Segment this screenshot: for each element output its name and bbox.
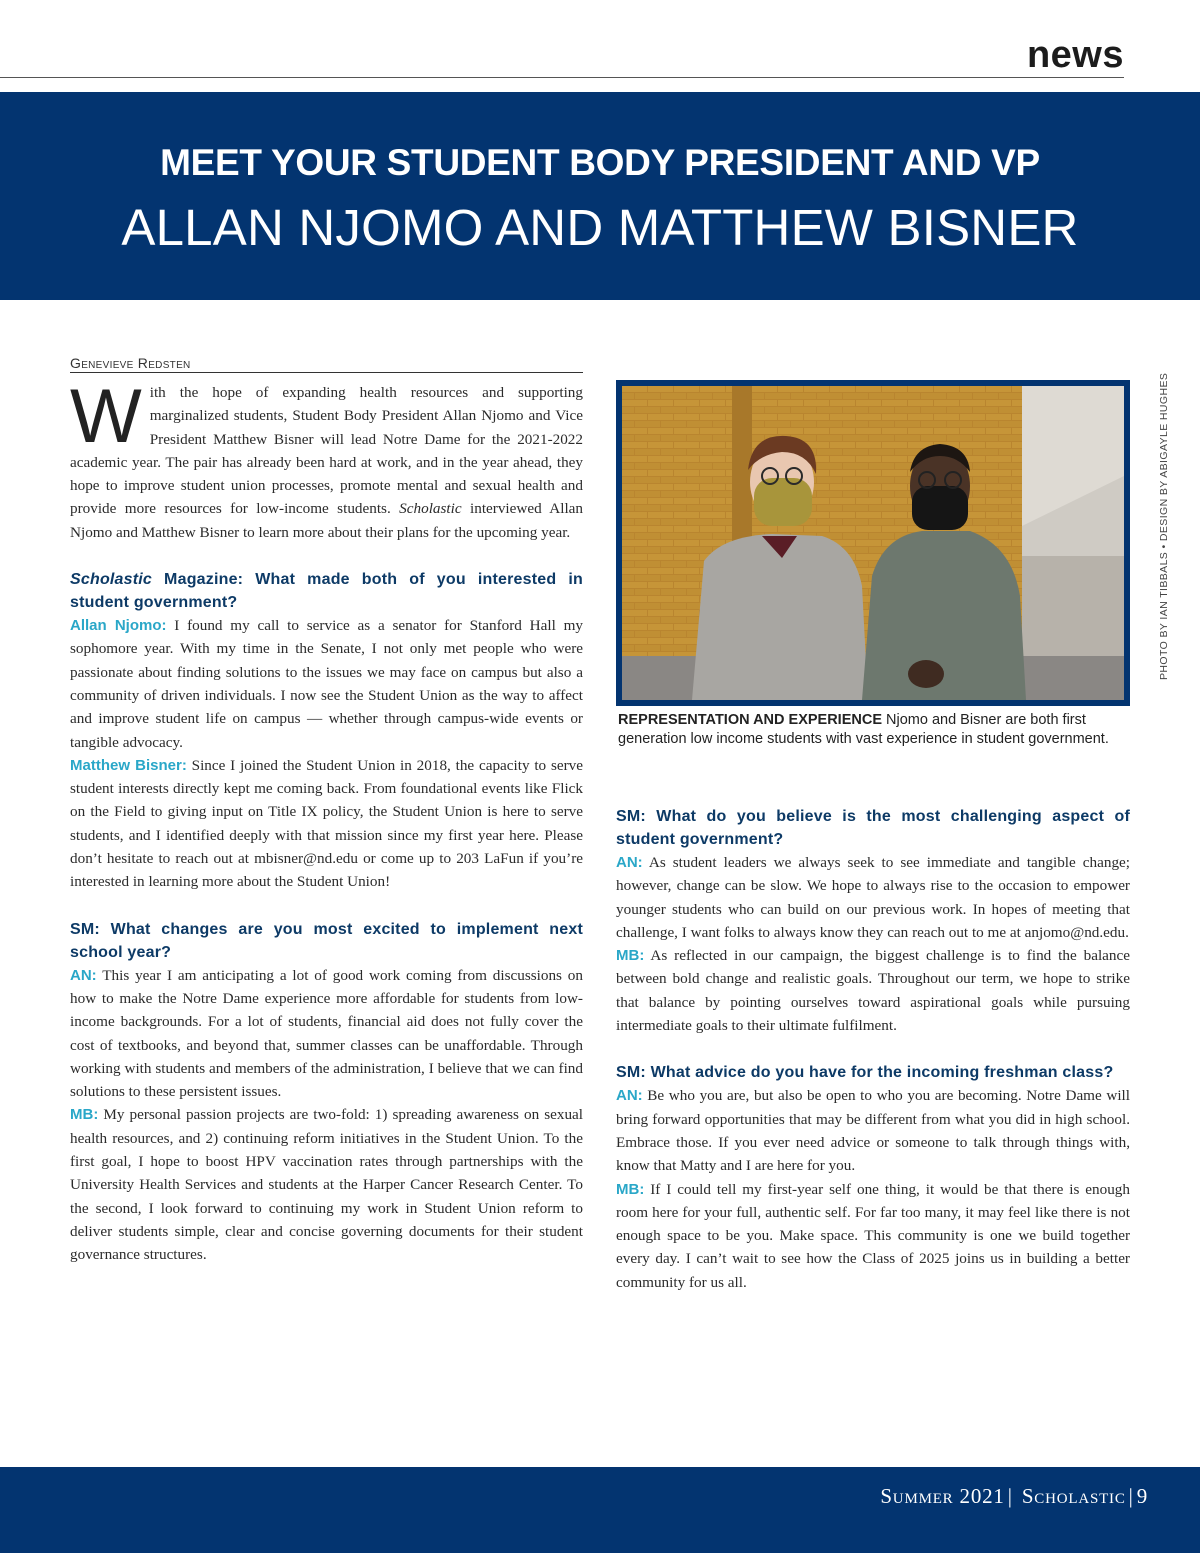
caption-text: Njomo and Bisner are both first generation low income students with vast experience in student government. [618, 712, 1109, 747]
left-column [70, 374, 584, 1267]
question-3: SM: What do you believe is the most challenging aspect of student government? [616, 808, 1130, 848]
speaker-label: Allan Njomo: [70, 617, 167, 635]
portrait-photo [622, 386, 1124, 700]
title-banner [0, 92, 1200, 300]
publication-label: Scholastic [1021, 1484, 1126, 1508]
answer-text: Be who you are, but also be open to who you are becoming. Notre Dame will bring forward opportunities that may be different from what you did in high school. Embrace those. If you ever need advice or someone to talk through things with, know that Matty and I are here for you. [616, 1087, 1130, 1175]
answer-4-mb [616, 1178, 1130, 1294]
footer-band [0, 1467, 1200, 1553]
answer-text: Since I joined the Student Union in 2018, the capacity to serve student interests directly kept me coming back. From foundational events like Flick on the Field to giving input on Title IX policy, the Student Union is here to serve students, and I identified deeply with that mission since my first year here. Please don’t hesitate to reach out at mbisner@nd.edu or come up to 203 LaFun if you’re interested in learning more about the Student Union! [70, 756, 583, 891]
speaker-label: AN: [616, 854, 643, 871]
answer-text: As reflected in our campaign, the biggest challenge is to find the balance between bold change and realistic goals. Throughout our term, we hope to strike that balance by pointing ourselves toward aspirational goals while pursuing intermediate goals to their ultimate fulfilment. [616, 947, 1130, 1035]
answer-text: I found my call to service as a senator for Stanford Hall my sophomore year. With my time in the Senate, I not only met people who were passionate about finding solutions to the issues we may face on campus but also a community of driven individuals. I now see the Student Union as the way to affect and improve student life on campus — whether through campus-wide events or tangible advocacy. [70, 617, 584, 751]
headline-title: ALLAN NJOMO AND MATTHEW BISNER [121, 199, 1079, 256]
answer-1-mb [70, 754, 583, 894]
answer-1-an [70, 614, 583, 754]
answer-3-mb [616, 944, 1130, 1037]
speaker-label: Matthew Bisner: [70, 756, 187, 774]
intro-text: ith the hope of expanding health resources and supporting marginalized students, Student Body President Allan Njomo and Vice President Matthew Bisner will lead Notre Dame for the 2021-2022 academic year. The pair has already been hard at work, and in the year ahead, they hope to improve student union processes, promote mental and sexual health and provide more resources for low-income students. [70, 384, 583, 518]
answer-4-an [616, 1084, 1130, 1177]
question-1-text: Magazine: What made both of you interested in student government? [70, 571, 583, 612]
speaker-label: AN: [616, 1087, 643, 1105]
section-label: news [1026, 34, 1124, 76]
right-column [616, 805, 1130, 1294]
question-4: SM: What advice do you have for the incoming freshman class? [616, 1064, 1114, 1082]
intro-paragraph [70, 374, 583, 544]
byline: Genevieve Redsten [70, 355, 583, 373]
answer-2-an [70, 964, 583, 1104]
photo-credit: PHOTO BY IAN TIBBALS • DESIGN BY ABIGAYLE HUGHES [1158, 372, 1170, 680]
caption-heading: REPRESENTATION AND EXPERIENCE [618, 712, 882, 728]
photo-frame [616, 380, 1130, 706]
speaker-label: MB: [616, 1180, 645, 1198]
photo-caption [618, 711, 1130, 749]
question-1 [70, 568, 583, 614]
speaker-label: AN: [70, 966, 97, 984]
page-number: 9 [1136, 1484, 1148, 1508]
speaker-label: MB: [616, 947, 645, 965]
answer-text: This year I am anticipating a lot of good work coming from discussions on how to make the Notre Dame experience more affordable for students from low-income backgrounds. For a lot of students, financial aid does not fully cover the cost of textbooks, and beyond that, summer classes can be unaffordable. Through working with students and members of the administration, I believe that we can find solutions to these persistent issues. [70, 966, 583, 1101]
question-1-italic: Scholastic [70, 571, 153, 589]
header-rule [0, 77, 1124, 78]
headline-kicker: MEET YOUR STUDENT BODY PRESIDENT AND VP [160, 142, 1040, 183]
drop-cap: W [70, 374, 142, 459]
answer-text: If I could tell my first-year self one thing, it would be that there is enough room here for your full, authentic self. For far too many, it may feel like there is not enough space to be you. Make space. This community is one we build together every day. I can’t wait to see how the Class of 2025 joins us in building a better community for us all. [616, 1180, 1130, 1291]
intro-italic: Scholastic [399, 500, 462, 518]
question-2: SM: What changes are you most excited to implement next school year? [70, 920, 583, 961]
answer-text: My personal passion projects are two-fold: 1) spreading awareness on sexual health resources, and 2) continuing reform initiatives in the Student Union. To the first goal, I hope to boost HPV vaccination rates through partnerships with the University Health Services and students at the Harper Cancer Research Center. To the second, I look forward to continuing my work in Student Union reform to deliver students simple, clear and concise governing documents for their student governance structures. [70, 1106, 583, 1264]
speaker-label: MB: [70, 1106, 99, 1124]
answer-3-an [616, 851, 1130, 944]
issue-label: Summer 2021 [880, 1484, 1005, 1508]
answer-text: As student leaders we always seek to see immediate and tangible change; however, change can be slow. We hope to always rise to the occasion to empower younger students who can build on our previous work. In hopes of meeting that challenge, I want folks to always know they can reach out to me at anjomo@nd.edu. [616, 854, 1130, 941]
answer-2-mb [70, 1103, 583, 1266]
intro-text-end: interviewed Allan Njomo and Matthew Bisner to learn more about their plans for the upcoming year. [70, 500, 583, 541]
page-folio: Summer 2021 | Scholastic | 9 [880, 1484, 1148, 1508]
